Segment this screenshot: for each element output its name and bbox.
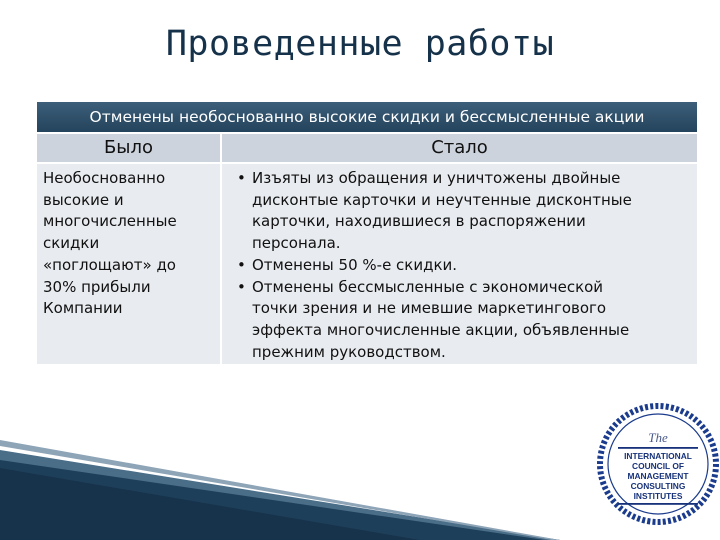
logo-text: MANAGEMENT bbox=[627, 471, 689, 481]
table-header: Отменены необоснованно высокие скидки и бессмысленные акции bbox=[37, 102, 697, 132]
after-line: точки зрения и не имевшие маркетингового bbox=[252, 299, 607, 318]
after-line: прежним руководством. bbox=[252, 342, 446, 361]
after-list-item bbox=[232, 277, 687, 364]
slide-title: Проведенные работы bbox=[165, 24, 555, 64]
logo-text: The bbox=[648, 430, 668, 445]
decorative-swoosh bbox=[0, 440, 560, 540]
after-line: персонала. bbox=[252, 234, 341, 253]
icmci-logo-seal bbox=[596, 402, 720, 526]
after-list-item bbox=[232, 168, 687, 255]
before-line: высокие и bbox=[43, 190, 124, 209]
logo-text: CONSULTING bbox=[630, 481, 686, 491]
cell-after bbox=[222, 164, 697, 364]
after-line: эффекта многочисленные акции, объявленные bbox=[252, 320, 630, 339]
after-line: дисконтые карточки и неучтенные дисконтные bbox=[252, 190, 632, 209]
after-list-item bbox=[232, 255, 687, 277]
logo-text: INTERNATIONAL bbox=[624, 451, 692, 461]
after-line: карточки, находившиеся в распоряжении bbox=[252, 212, 586, 231]
logo-text: COUNCIL OF bbox=[632, 461, 684, 471]
logo-text: INSTITUTES bbox=[633, 491, 683, 501]
before-line: 30% прибыли bbox=[43, 277, 151, 296]
column-header-after: Стало bbox=[222, 134, 697, 162]
after-line: • Отменены бессмысленные с экономической bbox=[252, 277, 604, 296]
after-list bbox=[232, 168, 687, 363]
before-line: многочисленные bbox=[43, 212, 177, 231]
after-line: • Изъяты из обращения и уничтожены двойные bbox=[252, 169, 621, 187]
cell-before bbox=[37, 164, 220, 364]
before-line: Компании bbox=[43, 299, 123, 318]
before-line: «поглощают» до bbox=[43, 255, 176, 274]
before-line: скидки bbox=[43, 234, 100, 253]
column-header-before: Было bbox=[37, 134, 220, 162]
before-line: Необоснованно bbox=[43, 169, 166, 187]
after-line: • Отменены 50 %-е скидки. bbox=[252, 255, 458, 274]
